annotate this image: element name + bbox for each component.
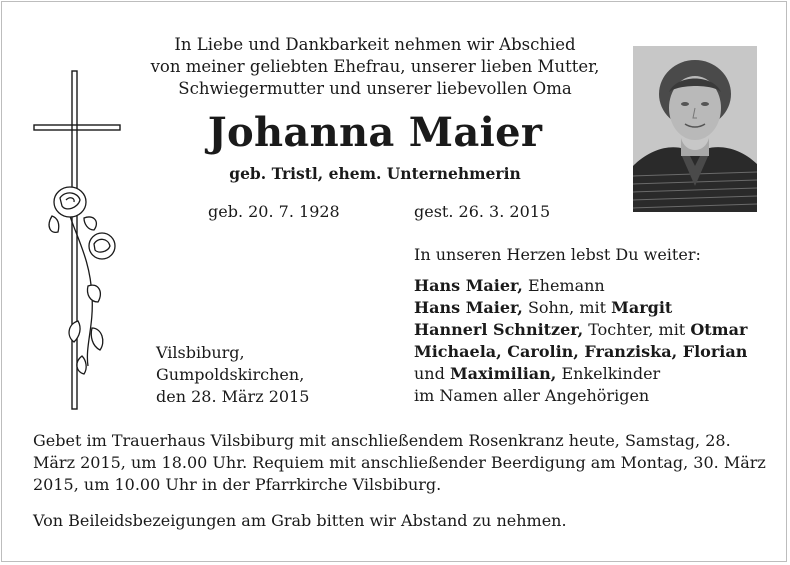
mourner-name: Maximilian, bbox=[449, 364, 557, 383]
mourner-name: Otmar bbox=[690, 320, 748, 339]
mourner-line bbox=[414, 275, 747, 297]
deceased-name: Johanna Maier bbox=[207, 109, 543, 156]
death-date: gest. 26. 3. 2015 bbox=[414, 202, 551, 221]
place-line: Gumpoldskirchen, bbox=[156, 365, 305, 384]
cross-icon bbox=[30, 66, 130, 414]
place-line: Vilsbiburg, bbox=[156, 343, 245, 362]
birth-date: geb. 20. 7. 1928 bbox=[208, 202, 340, 221]
closing-request: Von Beileidsbezeigungen am Grab bitten wir Abstand zu nehmen. bbox=[33, 511, 567, 530]
mourner-name: Michaela, Carolin, Franziska, Florian bbox=[414, 342, 748, 361]
portrait-photo bbox=[633, 46, 757, 212]
rose-icon bbox=[49, 187, 115, 374]
intro-text bbox=[120, 34, 630, 100]
mourner-line bbox=[414, 363, 747, 385]
mourner-name: Hannerl Schnitzer, bbox=[414, 320, 584, 339]
place-and-date bbox=[156, 342, 309, 408]
service-notice: Gebet im Trauerhaus Vilsbiburg mit anschließendem Rosenkranz heute, Samstag, 28. März 2015, um 18.00 Uhr. Requiem mit anschließender Beerdigung am Montag, 30. März 2015, um 10.00 Uhr in der Pfarrkirche Vilsbiburg. bbox=[33, 431, 766, 494]
mourner-line: im Namen aller Angehörigen bbox=[414, 386, 650, 405]
intro-line: Schwiegermutter und unserer liebevollen Oma bbox=[178, 79, 572, 98]
mourner-name: Hans Maier, bbox=[414, 276, 523, 295]
mourners-list bbox=[414, 244, 747, 407]
mourner-line bbox=[414, 319, 747, 341]
mourner-line bbox=[414, 297, 747, 319]
mourner-name: Margit bbox=[611, 298, 673, 317]
intro-line: von meiner geliebten Ehefrau, unserer lieben Mutter, bbox=[150, 57, 600, 76]
mourner-line bbox=[414, 341, 747, 363]
mourner-connector: und bbox=[414, 364, 450, 383]
intro-line: In Liebe und Dankbarkeit nehmen wir Abschied bbox=[174, 35, 576, 54]
deceased-subtitle: geb. Tristl, ehem. Unternehmerin bbox=[229, 164, 521, 183]
mourner-relation: Enkelkinder bbox=[556, 364, 661, 383]
place-line: den 28. März 2015 bbox=[156, 387, 310, 406]
mourner-relation: Sohn, mit bbox=[522, 298, 612, 317]
mourners-lead: In unseren Herzen lebst Du weiter: bbox=[414, 245, 701, 264]
mourner-relation: Tochter, mit bbox=[583, 320, 691, 339]
mourner-relation: Ehemann bbox=[522, 276, 605, 295]
mourner-name: Hans Maier, bbox=[414, 298, 523, 317]
